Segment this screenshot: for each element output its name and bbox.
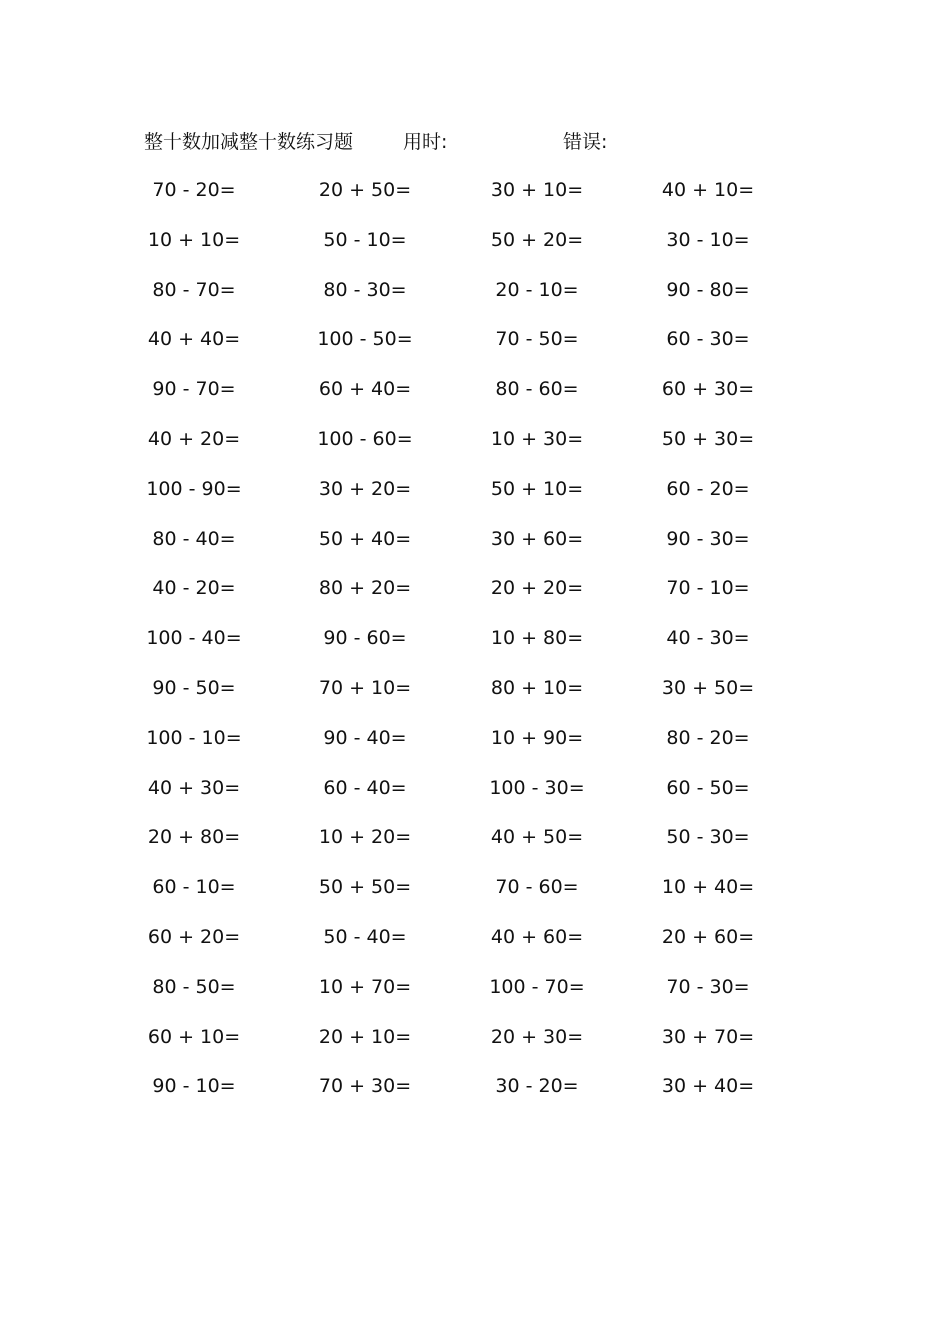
problem-item: 80 - 70= <box>152 278 236 301</box>
problem-item: 30 + 60= <box>490 527 584 550</box>
problem-row <box>0 475 950 525</box>
problem-item: 40 + 40= <box>147 328 241 351</box>
problem-item: 90 - 70= <box>152 378 236 401</box>
problem-row <box>0 375 950 425</box>
problem-row <box>0 325 950 375</box>
problem-item: 30 - 10= <box>666 228 750 251</box>
problem-item: 50 + 30= <box>661 427 755 450</box>
problem-row <box>0 823 950 873</box>
problem-item: 50 - 30= <box>666 826 750 849</box>
problem-row <box>0 276 950 326</box>
problem-row <box>0 973 950 1023</box>
problem-item: 70 + 30= <box>318 1075 412 1098</box>
problem-item: 80 + 10= <box>490 676 584 699</box>
problem-row <box>0 525 950 575</box>
problem-row <box>0 574 950 624</box>
problem-row <box>0 1072 950 1122</box>
problem-item: 70 + 10= <box>318 676 412 699</box>
problem-grid <box>0 176 950 1122</box>
problem-item: 20 + 20= <box>490 577 584 600</box>
problem-row <box>0 176 950 226</box>
problem-item: 50 - 40= <box>323 925 407 948</box>
problem-item: 50 + 20= <box>490 228 584 251</box>
problem-item: 30 - 20= <box>495 1075 579 1098</box>
problem-item: 20 + 50= <box>318 179 412 201</box>
problem-item: 30 + 50= <box>661 676 755 699</box>
problem-item: 20 + 80= <box>147 826 241 849</box>
problem-row <box>0 1023 950 1073</box>
problem-item: 60 - 40= <box>323 776 407 799</box>
problem-item: 80 - 60= <box>495 378 579 401</box>
problem-item: 80 - 50= <box>152 975 236 998</box>
problem-item: 80 - 30= <box>323 278 407 301</box>
problem-item: 40 - 20= <box>152 577 236 600</box>
problem-item: 60 - 50= <box>666 776 750 799</box>
problem-item: 100 - 90= <box>146 477 242 500</box>
problem-item: 40 + 50= <box>490 826 584 849</box>
problem-item: 70 - 10= <box>666 577 750 600</box>
problem-item: 10 + 20= <box>318 826 412 849</box>
problem-item: 70 - 20= <box>152 179 236 201</box>
problem-item: 10 + 30= <box>490 427 584 450</box>
problem-item: 10 + 10= <box>147 228 241 251</box>
problem-item: 20 - 10= <box>495 278 579 301</box>
problem-item: 50 + 10= <box>490 477 584 500</box>
problem-item: 70 - 30= <box>666 975 750 998</box>
problem-row <box>0 774 950 824</box>
problem-row <box>0 724 950 774</box>
problem-item: 90 - 10= <box>152 1075 236 1098</box>
problem-item: 60 - 20= <box>666 477 750 500</box>
problem-item: 50 + 40= <box>318 527 412 550</box>
problem-item: 90 - 40= <box>323 726 407 749</box>
problem-item: 100 - 60= <box>317 427 413 450</box>
problem-item: 50 + 50= <box>318 876 412 899</box>
problem-item: 100 - 30= <box>489 776 585 799</box>
problem-item: 30 + 40= <box>661 1075 755 1098</box>
problem-item: 60 + 10= <box>147 1025 241 1048</box>
problem-item: 60 + 30= <box>661 378 755 401</box>
problem-item: 60 - 30= <box>666 328 750 351</box>
problem-item: 90 - 30= <box>666 527 750 550</box>
problem-item: 30 + 20= <box>318 477 412 500</box>
problem-row <box>0 873 950 923</box>
problem-item: 80 - 20= <box>666 726 750 749</box>
worksheet-title: 整十数加减整十数练习题 <box>144 131 354 153</box>
problem-item: 40 + 60= <box>490 925 584 948</box>
problem-row <box>0 624 950 674</box>
problem-item: 80 + 20= <box>318 577 412 600</box>
problem-item: 30 + 10= <box>490 179 584 201</box>
problem-item: 100 - 40= <box>146 627 242 650</box>
problem-item: 60 - 10= <box>152 876 236 899</box>
errors-label: 错误: <box>563 131 608 153</box>
problem-item: 30 + 70= <box>661 1025 755 1048</box>
time-used-label: 用时: <box>403 131 448 153</box>
problem-item: 70 - 60= <box>495 876 579 899</box>
problem-row <box>0 425 950 475</box>
problem-row <box>0 923 950 973</box>
problem-item: 90 - 50= <box>152 676 236 699</box>
problem-item: 90 - 80= <box>666 278 750 301</box>
problem-item: 100 - 70= <box>489 975 585 998</box>
problem-item: 60 + 20= <box>147 925 241 948</box>
problem-item: 10 + 40= <box>661 876 755 899</box>
problem-item: 20 + 10= <box>318 1025 412 1048</box>
problem-item: 10 + 90= <box>490 726 584 749</box>
problem-item: 40 + 10= <box>661 179 755 201</box>
problem-item: 100 - 50= <box>317 328 413 351</box>
problem-item: 70 - 50= <box>495 328 579 351</box>
problem-item: 20 + 30= <box>490 1025 584 1048</box>
problem-item: 40 + 30= <box>147 776 241 799</box>
problem-item: 40 + 20= <box>147 427 241 450</box>
problem-item: 10 + 80= <box>490 627 584 650</box>
problem-item: 50 - 10= <box>323 228 407 251</box>
problem-item: 60 + 40= <box>318 378 412 401</box>
problem-row <box>0 674 950 724</box>
problem-row <box>0 226 950 276</box>
problem-item: 40 - 30= <box>666 627 750 650</box>
problem-item: 100 - 10= <box>146 726 242 749</box>
problem-item: 10 + 70= <box>318 975 412 998</box>
problem-item: 20 + 60= <box>661 925 755 948</box>
problem-item: 90 - 60= <box>323 627 407 650</box>
problem-item: 80 - 40= <box>152 527 236 550</box>
